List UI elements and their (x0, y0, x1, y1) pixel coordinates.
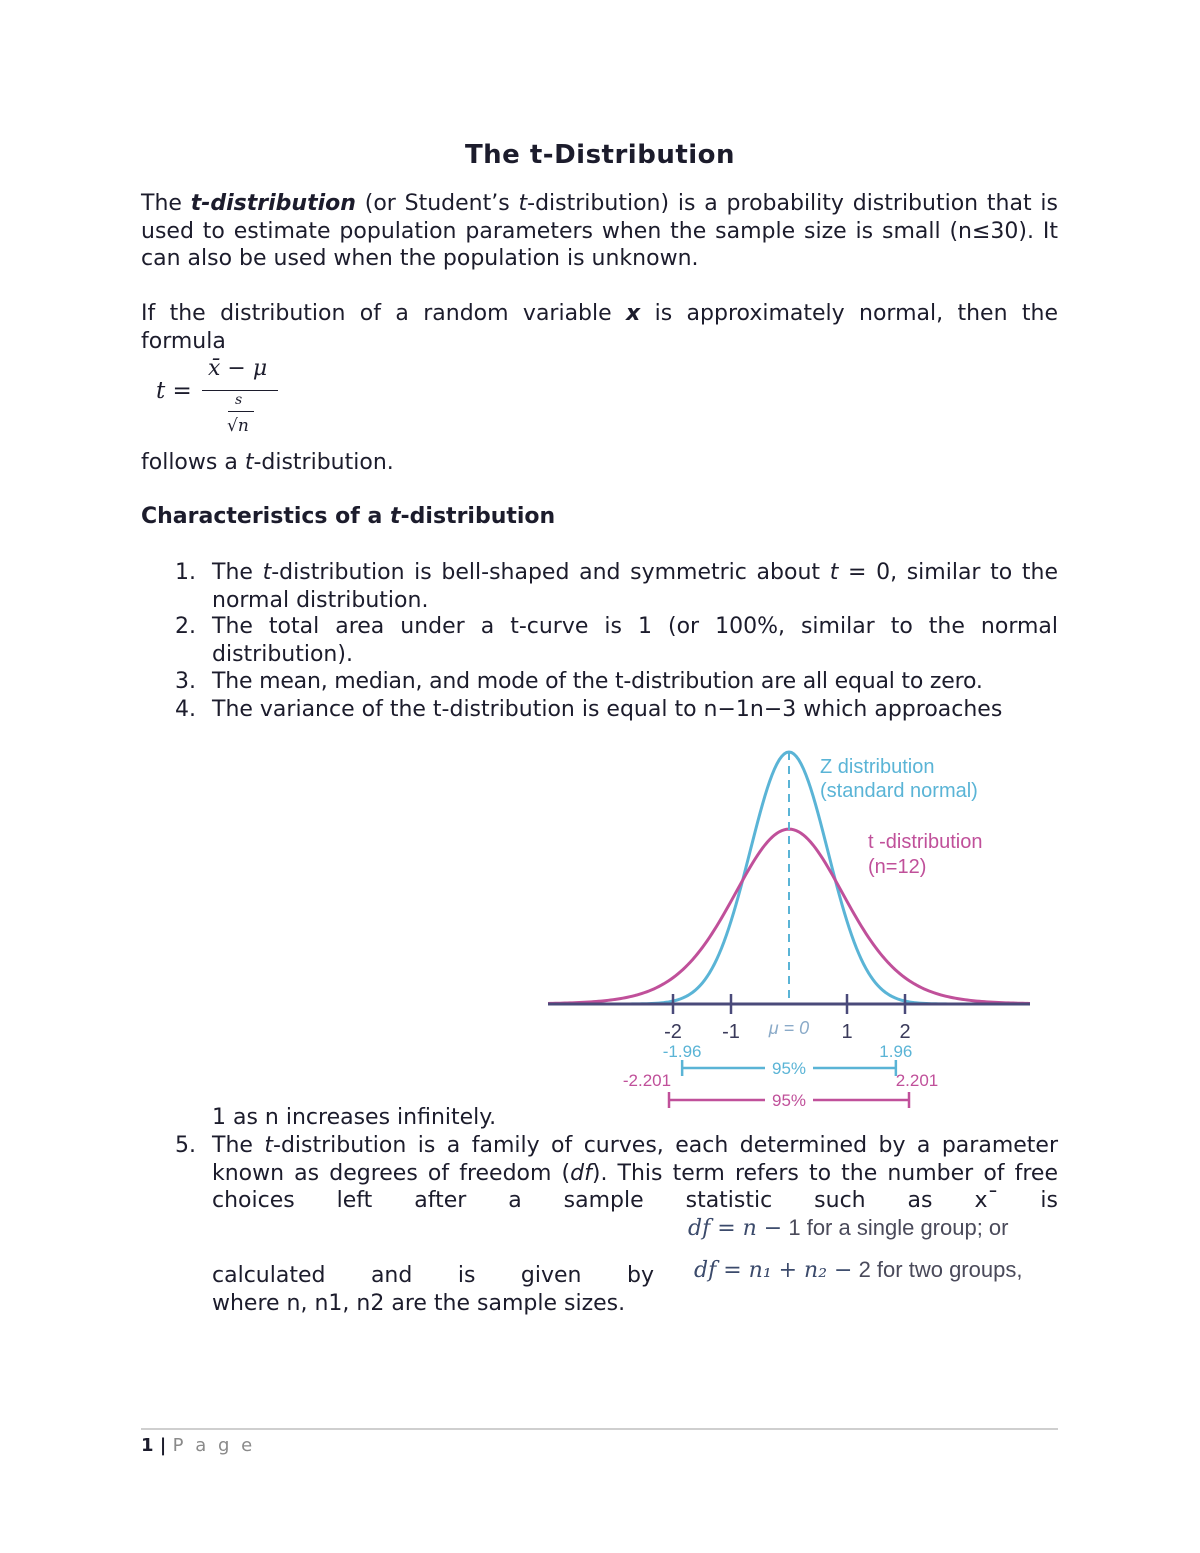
italic-df: df (570, 1160, 592, 1186)
df-single-group (688, 1215, 1009, 1241)
heading-italic-t: t (390, 504, 401, 529)
x-tick-label: -1 (722, 1021, 740, 1043)
df-formula-math: df = n₁ + n₂ − (694, 1258, 853, 1283)
z-interval-label: 95% (771, 1059, 807, 1078)
t-interval-high-value: 2.201 (895, 1071, 939, 1090)
t-interval-label: 95% (771, 1091, 807, 1110)
list-text: calculated and is given by (212, 1263, 654, 1288)
list-text (212, 559, 1058, 614)
page-title: The t-Distribution (464, 140, 736, 170)
intro-italic-t: t (518, 191, 528, 216)
term-t-distribution: t-distribution (190, 191, 356, 216)
df-formula-text: 2 for two groups, (852, 1257, 1023, 1282)
list-text-part: The (212, 1133, 265, 1158)
x-tick-label: -2 (664, 1021, 682, 1043)
list-text-part: ). This term refers to the number of free choices left after a sample statistic such as x¯ is (212, 1160, 1058, 1213)
list-number: 2. (175, 614, 196, 639)
section-heading (141, 504, 555, 529)
formula-denominator-sqrt-n: √n (227, 416, 249, 436)
intro-text: (or Student’s (355, 191, 519, 216)
list-text: where n, n1, n2 are the sample sizes. (212, 1291, 626, 1316)
formula-lhs: t = (156, 378, 192, 404)
intro-text: -distribution. (253, 450, 394, 475)
list-text-part: The (212, 560, 263, 585)
italic-t: t (264, 1133, 274, 1158)
intro-text: -distribution) is a probability distribution that is used to estimate population parameters when the sample size is small (n≤30). It can also be used when the population is unknown. (141, 191, 1058, 271)
page-footer (141, 1435, 255, 1456)
list-text: The total area under a t-curve is 1 (or 100%, similar to the normal distribution). (212, 614, 1058, 667)
list-text: 1 as n increases infinitely. (212, 1105, 497, 1130)
legend-z-subtitle: (standard normal) (820, 780, 978, 802)
intro-text: The (141, 191, 191, 216)
italic-t: t (262, 560, 272, 585)
list-text-part: -distribution is bell-shaped and symmetric about (271, 560, 830, 585)
footer-separator: | (153, 1435, 173, 1456)
list-number: 1. (175, 560, 196, 585)
heading-text: -distribution (400, 504, 556, 529)
list-text (212, 1132, 1058, 1215)
italic-t: t (829, 560, 839, 585)
page-number: 1 (141, 1435, 154, 1456)
footer-divider (141, 1428, 1058, 1430)
follows-paragraph (141, 449, 1058, 477)
legend-t-subtitle: (n=12) (868, 856, 927, 878)
intro-text: If the distribution of a random variable (141, 301, 627, 326)
intro-italic-t: t (244, 450, 254, 475)
list-text: The variance of the t-distribution is equal to n−1n−3 which approaches (212, 697, 1003, 722)
formula-denominator-s: s (235, 392, 243, 408)
inner-fraction-bar (228, 411, 254, 412)
t-distribution-chart (540, 740, 1040, 1115)
variable-x: x (626, 301, 641, 326)
df-formula-math: df = n − (688, 1216, 783, 1241)
list-number: 4. (175, 697, 196, 722)
legend-t-title: t -distribution (868, 831, 983, 853)
list-number: 3. (175, 669, 196, 694)
intro-text: is approximately normal, then the formula (141, 301, 1058, 354)
t-interval-low-value: -2.201 (622, 1071, 672, 1090)
x-tick-label: 2 (899, 1021, 911, 1043)
list-text-part: -distribution is a family of curves, each determined by a parameter known as degrees of freedom ( (212, 1133, 1058, 1186)
mean-label: μ = 0 (768, 1018, 810, 1038)
page-label: P a g e (172, 1435, 256, 1456)
fraction-bar (202, 390, 278, 391)
list-text-part: = 0, similar to the normal distribution. (212, 560, 1058, 613)
intro-text: follows a (141, 450, 245, 475)
intro-paragraph (141, 190, 1058, 273)
heading-text: Characteristics of a (141, 504, 391, 529)
z-interval-low-value: -1.96 (662, 1042, 702, 1061)
formula-intro-paragraph (141, 300, 1058, 355)
formula-numerator: x̄ − μ (208, 356, 268, 381)
legend-z-title: Z distribution (820, 756, 935, 778)
df-two-groups (694, 1257, 1022, 1283)
z-interval-high-value: 1.96 (879, 1042, 913, 1061)
df-formula-text: 1 for a single group; or (782, 1215, 1009, 1240)
x-tick-label: 1 (841, 1021, 853, 1043)
t-statistic-formula (150, 356, 300, 446)
list-text: The mean, median, and mode of the t-distribution are all equal to zero. (212, 669, 983, 694)
list-number: 5. (175, 1133, 196, 1158)
degrees-of-freedom-formulas (688, 1215, 1088, 1295)
